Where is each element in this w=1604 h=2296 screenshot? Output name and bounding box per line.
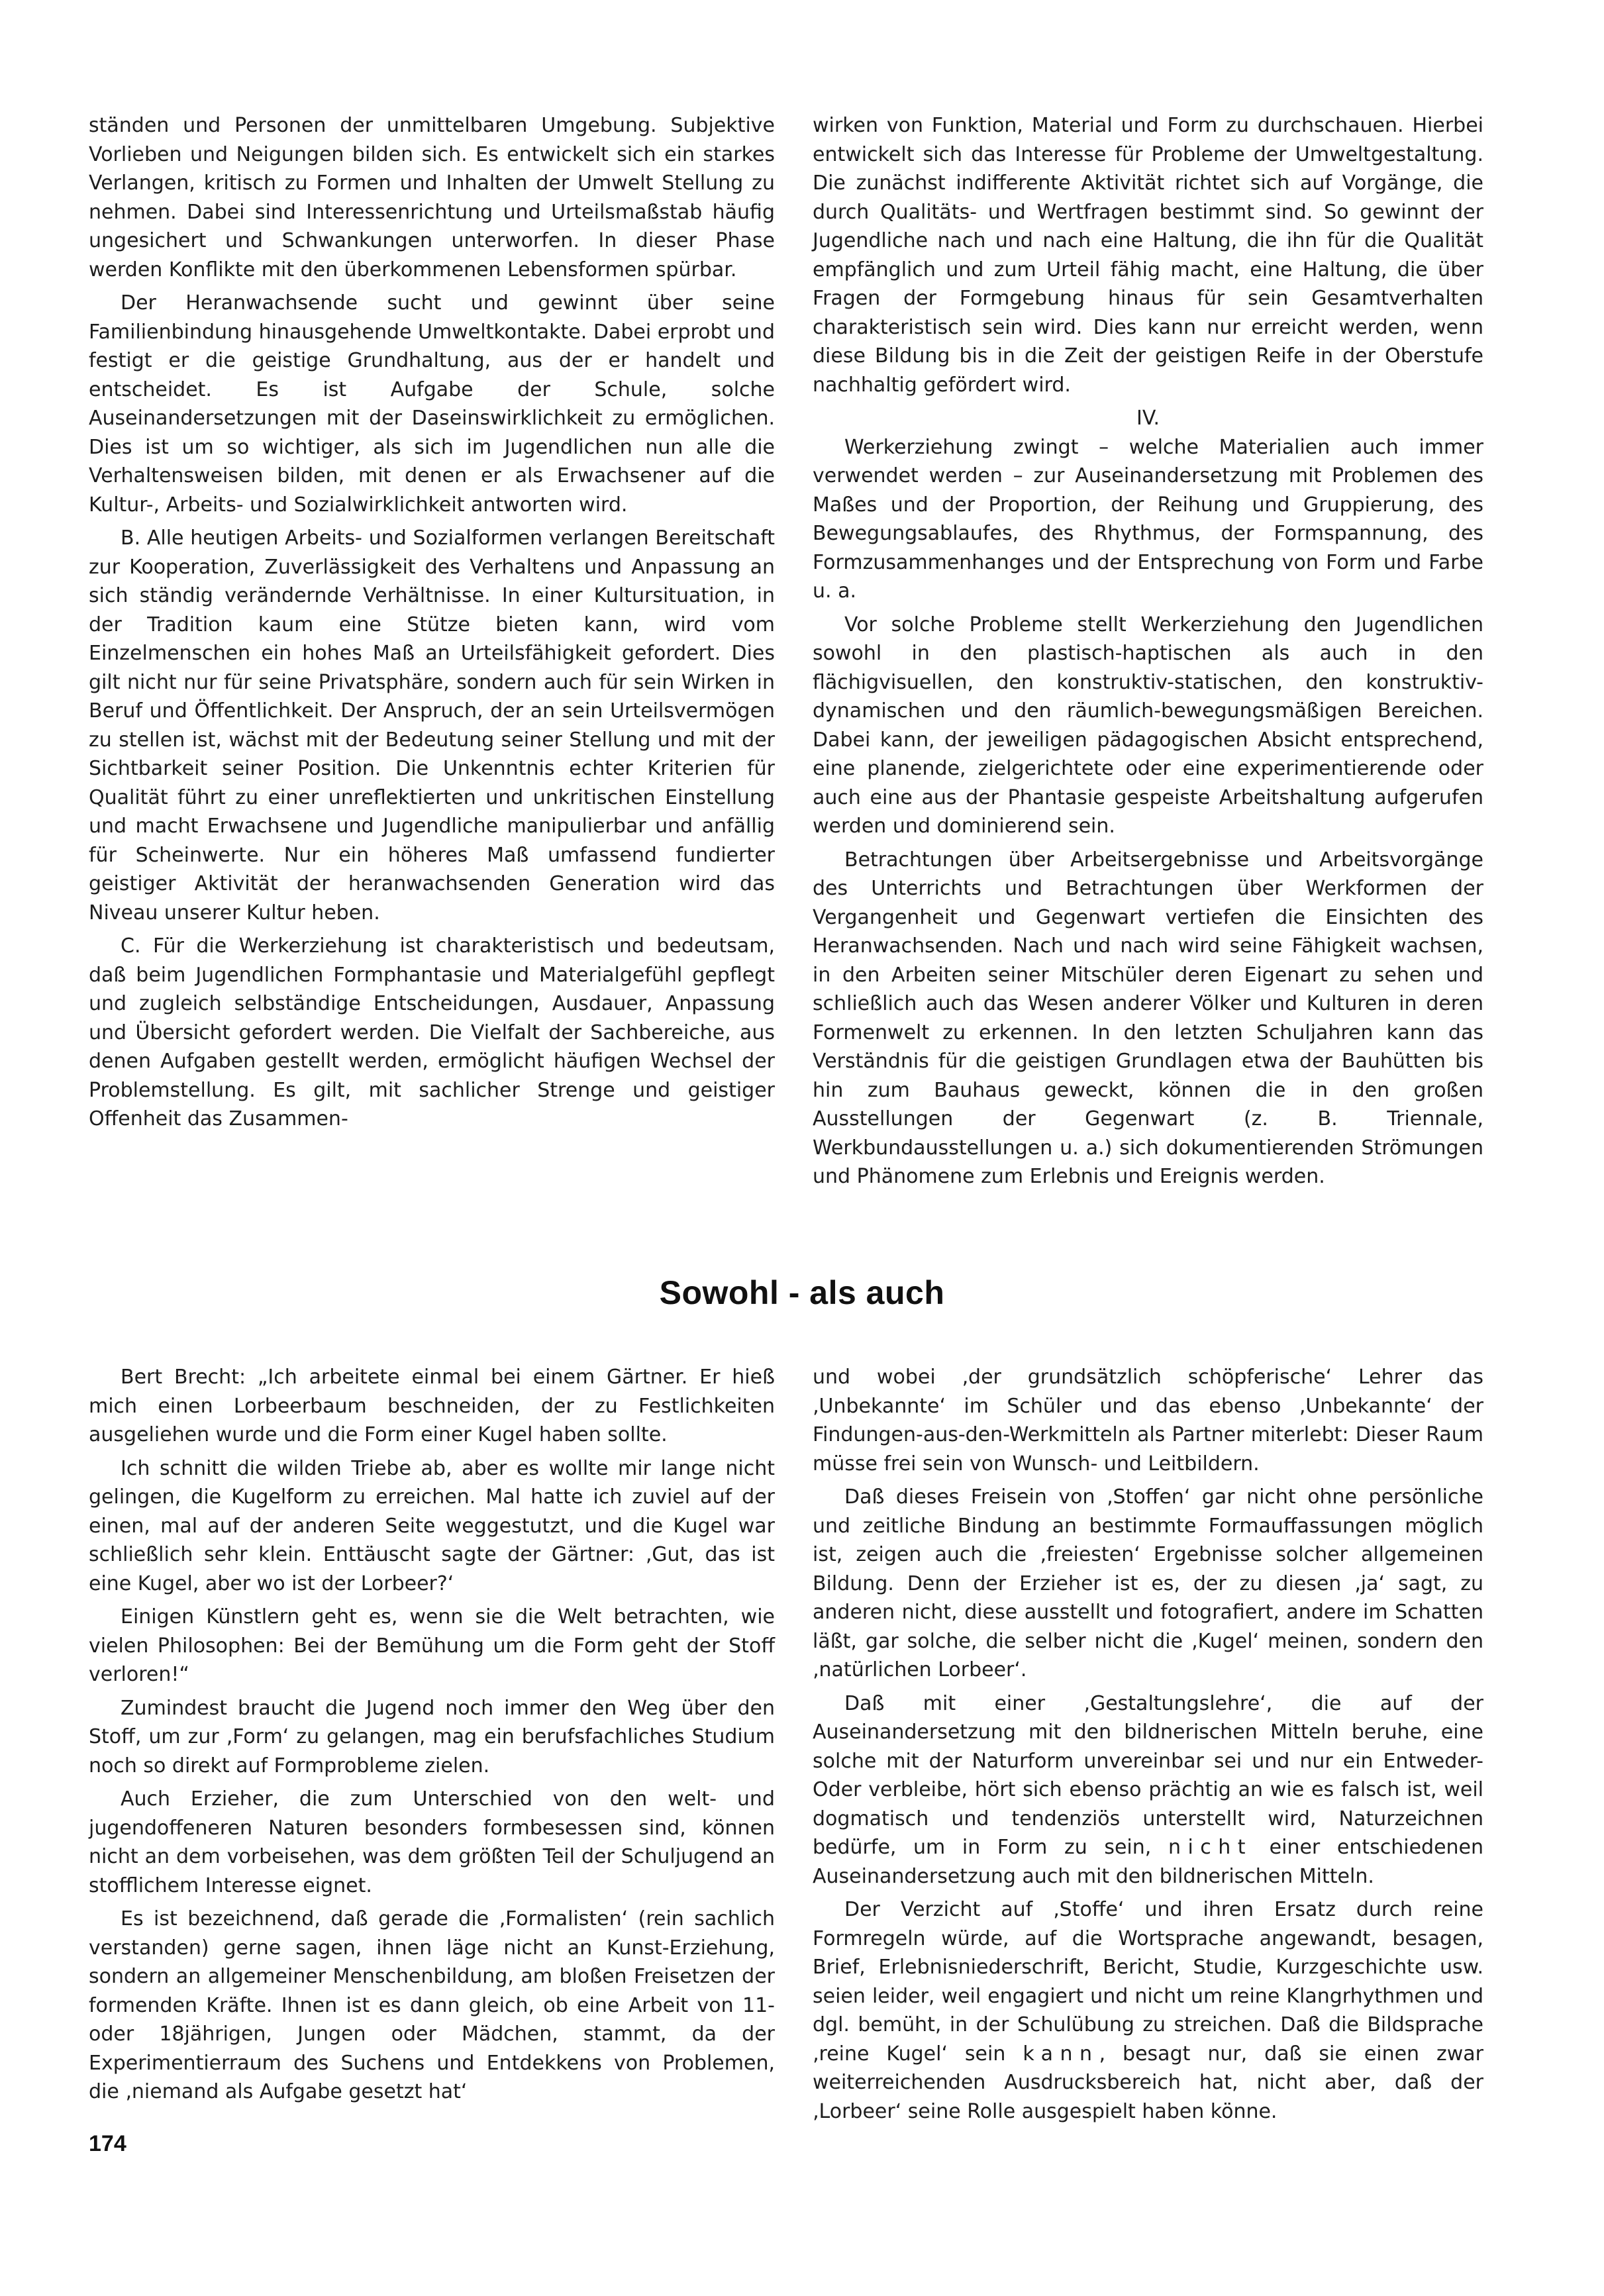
paragraph [813,1895,1483,2126]
paragraph: Daß dieses Freisein von ‚Stoffen‘ gar nicht ohne persönliche und zeitliche Bindung an bestimmte Formauffassungen möglich ist, zeigen auch die ‚freiesten‘ Ergebnisse solcher allgemeinen Bildung. Denn der Erzieher ist es, der zu diesen ‚ja‘ sagt, zu anderen nicht, diese ausstellt und fotografiert, andere im Schatten läßt, gar solche, die selber nicht die ‚Kugel‘ meinen, sondern den ‚natürlichen Lorbeer‘. [813,1485,1483,1681]
paragraph: Es ist bezeichnend, daß gerade die ‚Formalisten‘ (rein sachlich verstanden) gerne sagen, ihnen läge nicht an Kunst-Erziehung, sondern an allgemeiner Menschenbildung, am bloßen Freisetzen der formenden Kräfte. Ihnen ist es dann gleich, ob eine Arbeit von 11- oder 18jährigen, Jungen oder Mädchen, stammt, da der Experimentierraum des Suchens und Entdekkens von Problemen, die ‚niemand als Aufgabe gesetzt hat‘ [89,1907,775,2103]
paragraph: Zumindest braucht die Jugend noch immer den Weg über den Stoff, um zur ‚Form‘ zu gelangen, mag ein berufsfachliches Studium noch so direkt auf Formprobleme zielen. [89,1696,775,1777]
emphasized-word: nicht [1168,1836,1253,1859]
paragraph: und wobei ‚der grundsätzlich schöpferische‘ Lehrer das ‚Unbekannte‘ im Schüler und das ebenso ‚Unbekannte‘ der Findungen-aus-den-Werkmitteln als Partner miterlebt: Dieser Raum müsse frei sein von Wunsch- und Leitbildern. [813,1366,1483,1475]
paragraph: ständen und Personen der unmittelbaren Umgebung. Subjektive Vorlieben und Neigungen bilden sich. Es entwickelt sich ein starkes Verlangen, kritisch zu Formen und Inhalten der Umwelt Stellung zu nehmen. Dabei sind Interessenrichtung und Urteilsmaßstab häufig ungesichert und Schwankungen unterworfen. In dieser Phase werden Konflikte mit den überkommenen Lebensformen spürbar. [89,114,775,281]
paragraph: C. Für die Werkerziehung ist charakteristisch und bedeutsam, daß beim Jugendlichen Formphantasie und Materialgefühl gepflegt und zugleich selbständige Entscheidungen, Ausdauer, Anpassung und Übersicht gefordert werden. Die Vielfalt der Sachbereiche, aus denen Aufgaben gestellt werden, ermöglicht häufigen Wechsel der Problemstellung. Es gilt, mit sachlicher Strenge und geistiger Offenheit das Zusammen- [89,934,775,1130]
article-column-top-right [813,111,1483,1196]
emphasized-word: kann [1023,2042,1099,2066]
text-run: , besagt nur, daß sie einen zwar weiterreichenden Ausdrucksbereich hat, nicht aber, daß der ‚Lorbeer‘ seine Rolle ausgespielt haben könne. [813,2042,1483,2123]
paragraph: Werkerziehung zwingt – welche Materialien auch immer verwendet werden – zur Auseinandersetzung mit Problemen des Maßes und der Proportion, der Reihung und Gruppierung, des Bewegungsablaufes, des Rhythmus, der Formspannung, des Formzusammenhanges und der Entsprechung von Form und Farbe u. a. [813,435,1483,603]
paragraph: wirken von Funktion, Material und Form zu durchschauen. Hierbei entwickelt sich das Interesse für Probleme der Umweltgestaltung. Die zunächst indifferente Aktivität richtet sich auf Vorgänge, die durch Qualitäts- und Wertfragen bestimmt sind. So gewinnt der Jugendliche nach und nach eine Haltung, die ihn für die Qualität empfänglich und zum Urteil fähig macht, eine Haltung, die über Fragen der Formgebung hinaus für sein Gesamtverhalten charakteristisch sein wird. Dies kann nur erreicht werden, wenn diese Bildung bis in die Zeit der geistigen Reife in der Oberstufe nachhaltig gefördert wird. [813,114,1483,397]
paragraph: Der Heranwachsende sucht und gewinnt über seine Familienbindung hinausgehende Umweltkontakte. Dabei erprobt und festigt er die geistige Grundhaltung, aus der er handelt und entscheidet. Es ist Aufgabe der Schule, solche Auseinandersetzungen mit der Daseinswirklichkeit zu ermöglichen. Dies ist um so wichtiger, als sich im Jugendlichen nun alle die Verhaltensweisen bilden, mit denen er als Erwachsener auf die Kultur-, Arbeits- und Sozialwirklichkeit antworten wird. [89,291,775,517]
paragraph: Einigen Künstlern geht es, wenn sie die Welt betrachten, wie vielen Philosophen: Bei der Bemühung um die Form geht der Stoff verloren!“ [89,1605,775,1686]
paragraph: Betrachtungen über Arbeitsergebnisse und Arbeitsvorgänge des Unterrichts und Betrachtungen über Werkformen der Vergangenheit und Gegenwart vertiefen die Einsichten des Heranwachsenden. Nach und nach wird seine Fähigkeit wachsen, in den Arbeiten seiner Mitschüler deren Eigenart zu sehen und schließlich auch das Wesen anderer Völker und Kulturen in deren Formenwelt zu erkennen. In den letzten Schuljahren kann das Verständnis für die geistigen Grundlagen etwa der Bauhütten bis hin zum Bauhaus geweckt, können die in den großen Ausstellungen der Gegenwart (z. B. Triennale, Werkbundausstellungen u. a.) sich dokumentierenden Strömungen und Phänomene zum Erlebnis und Ereignis werden. [813,848,1483,1188]
section-heading: Sowohl - als auch [659,1274,945,1311]
paragraph: Auch Erzieher, die zum Unterschied von den welt- und jugendoffeneren Naturen besonders formbesessen sind, können nicht an dem vorbeisehen, was dem größten Teil der Schuljugend an stofflichem Interesse eignet. [89,1787,775,1897]
text-run: einer entschiedenen Auseinandersetzung auch mit den bildnerischen Mitteln. [813,1836,1484,1888]
article-column-bottom-left [89,1363,775,2111]
article-column-top-left [89,111,775,1138]
article-column-bottom-right [813,1363,1483,2130]
paragraph: Bert Brecht: „Ich arbeitete einmal bei einem Gärtner. Er hieß mich einen Lorbeerbaum beschneiden, der zu Festlichkeiten ausgeliehen wurde und die Form einer Kugel haben sollte. [89,1366,775,1446]
paragraph [813,1689,1483,1891]
paragraph: Ich schnitt die wilden Triebe ab, aber es wollte mir lange nicht gelingen, die Kugelform zu erreichen. Mal hatte ich zuviel auf der einen, mal auf der anderen Seite weggestutzt, und die Kugel war schließlich sehr klein. Enttäuscht sagte der Gärtner: ‚Gut, das ist eine Kugel, aber wo ist der Lorbeer?‘ [89,1456,775,1595]
paragraph: B. Alle heutigen Arbeits- und Sozialformen verlangen Bereitschaft zur Kooperation, Zuverlässigkeit des Verhaltens und Anpassung an sich ständig verändernde Verhältnisse. In einer Kultursituation, in der Tradition kaum eine Stütze bieten kann, wird vom Einzelmenschen ein hohes Maß an Urteilsfähigkeit gefordert. Dies gilt nicht nur für seine Privatsphäre, sondern auch für sein Wirken in Beruf und Öffentlichkeit. Der Anspruch, der an sein Urteilsvermögen zu stellen ist, wächst mit der Bedeutung seiner Stellung und mit der Sichtbarkeit seiner Position. Die Unkenntnis echter Kriterien für Qualität führt zu einer unreflektierten und unkritischen Einstellung und macht Erwachsene und Jugendliche manipulierbar und anfällig für Scheinwerte. Nur ein höheres Maß umfassend fundierter geistiger Aktivität der heranwachsenden Generation wird das Niveau unserer Kultur heben. [89,526,775,924]
section-numeral: IV. [1136,407,1160,430]
page-number: 174 [89,2131,126,2156]
text-run: Der Verzicht auf ‚Stoffe‘ und ihren Ersatz durch reine Formregeln würde, auf die Wortsprache angewandt, besagen, Brief, Erlebnisniederschrift, Bericht, Studie, Kurzgeschichte usw. seien leider, weil engagiert und nicht um reine Klangrhythmen und dgl. bemüht, in der Schulübung zu streichen. Daß die Bildsprache ‚reine Kugel‘ sein [813,1898,1483,2066]
paragraph: Vor solche Probleme stellt Werkerziehung den Jugendlichen sowohl in den plastisch-haptischen als auch in den flächigvisuellen, den konstruktiv-statischen, den konstruktiv-dynamischen und den räumlich-bewegungsmäßigen Bereichen. Dabei kann, der jeweiligen pädagogischen Absicht entsprechend, eine planende, zielgerichtete oder eine experimentierende oder auch eine aus der Phantasie gespeiste Arbeitshaltung aufgerufen werden und dominierend sein. [813,613,1483,838]
text-run: Daß mit einer ‚Gestaltungslehre‘, die auf der Auseinandersetzung mit den bildnerischen Mitteln beruhe, eine solche mit der Naturform unvereinbar sei und nur ein Entweder-Oder verbleibe, hört sich ebenso prächtig an wie es falsch ist, weil dogmatisch und tendenziös unterstellt wird, Naturzeichnen bedürfe, um in Form zu sein, [813,1691,1483,1859]
